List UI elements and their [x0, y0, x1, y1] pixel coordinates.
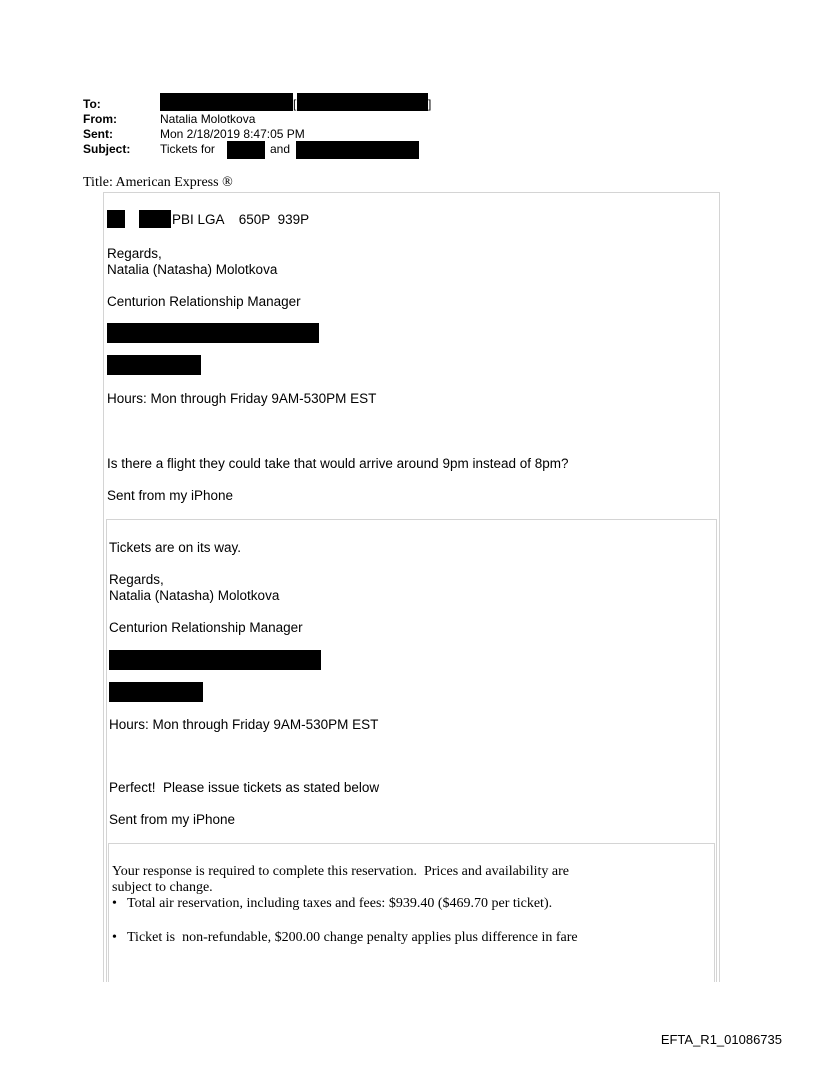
reservation-notice-line-1: Your response is required to complete this reservation. Prices and availability are — [112, 864, 569, 879]
to-bracket-open: [ — [293, 97, 297, 111]
from-value: Natalia Molotkova — [160, 112, 256, 126]
document-id: EFTA_R1_01086735 — [660, 1032, 782, 1047]
to-bracket-close: ] — [428, 97, 432, 111]
office-hours: Hours: Mon through Friday 9AM-530PM EST — [107, 391, 377, 406]
redaction-to-name — [160, 93, 293, 111]
redaction-contact-4 — [109, 682, 203, 702]
redaction-subject-name-2 — [296, 141, 419, 159]
redaction-flight-1 — [107, 210, 125, 228]
issue-tickets-text: Perfect! Please issue tickets as stated below — [109, 780, 380, 795]
sender-name: Natalia (Natasha) Molotkova — [109, 588, 280, 603]
subject-label: Subject: — [83, 142, 131, 156]
sent-label: Sent: — [83, 127, 113, 141]
bullet-icon: • — [112, 896, 117, 911]
reservation-notice-line-2: subject to change. — [112, 880, 213, 895]
sender-role: Centurion Relationship Manager — [107, 294, 301, 309]
bullet-icon: • — [112, 930, 117, 945]
redaction-contact-1 — [107, 323, 319, 343]
sent-value: Mon 2/18/2019 8:47:05 PM — [160, 127, 305, 141]
regards: Regards, — [109, 572, 164, 587]
redaction-to-email — [297, 93, 428, 111]
redaction-contact-3 — [109, 650, 321, 670]
iphone-signature: Sent from my iPhone — [109, 812, 236, 827]
flight-details: PBI LGA 650P 939P — [172, 212, 310, 227]
refund-policy-bullet: Ticket is non-refundable, $200.00 change penalty applies plus difference in fare — [127, 930, 578, 945]
from-label: From: — [83, 112, 117, 126]
tickets-status: Tickets are on its way. — [109, 540, 242, 555]
redaction-subject-name-1 — [227, 141, 265, 159]
iphone-signature: Sent from my iPhone — [107, 488, 234, 503]
redaction-contact-2 — [107, 355, 201, 375]
office-hours: Hours: Mon through Friday 9AM-530PM EST — [109, 717, 379, 732]
sender-role: Centurion Relationship Manager — [109, 620, 303, 635]
regards: Regards, — [107, 246, 162, 261]
total-fare-bullet: Total air reservation, including taxes and fees: $939.40 ($469.70 per ticket). — [127, 896, 553, 911]
to-label: To: — [83, 97, 101, 111]
subject-and: and — [270, 142, 291, 156]
redaction-flight-2 — [139, 210, 171, 228]
question-text: Is there a flight they could take that would arrive around 9pm instead of 8pm? — [107, 456, 569, 471]
sender-name: Natalia (Natasha) Molotkova — [107, 262, 278, 277]
title-line: Title: American Express ® — [83, 175, 233, 190]
subject-prefix: Tickets for — [160, 142, 215, 156]
